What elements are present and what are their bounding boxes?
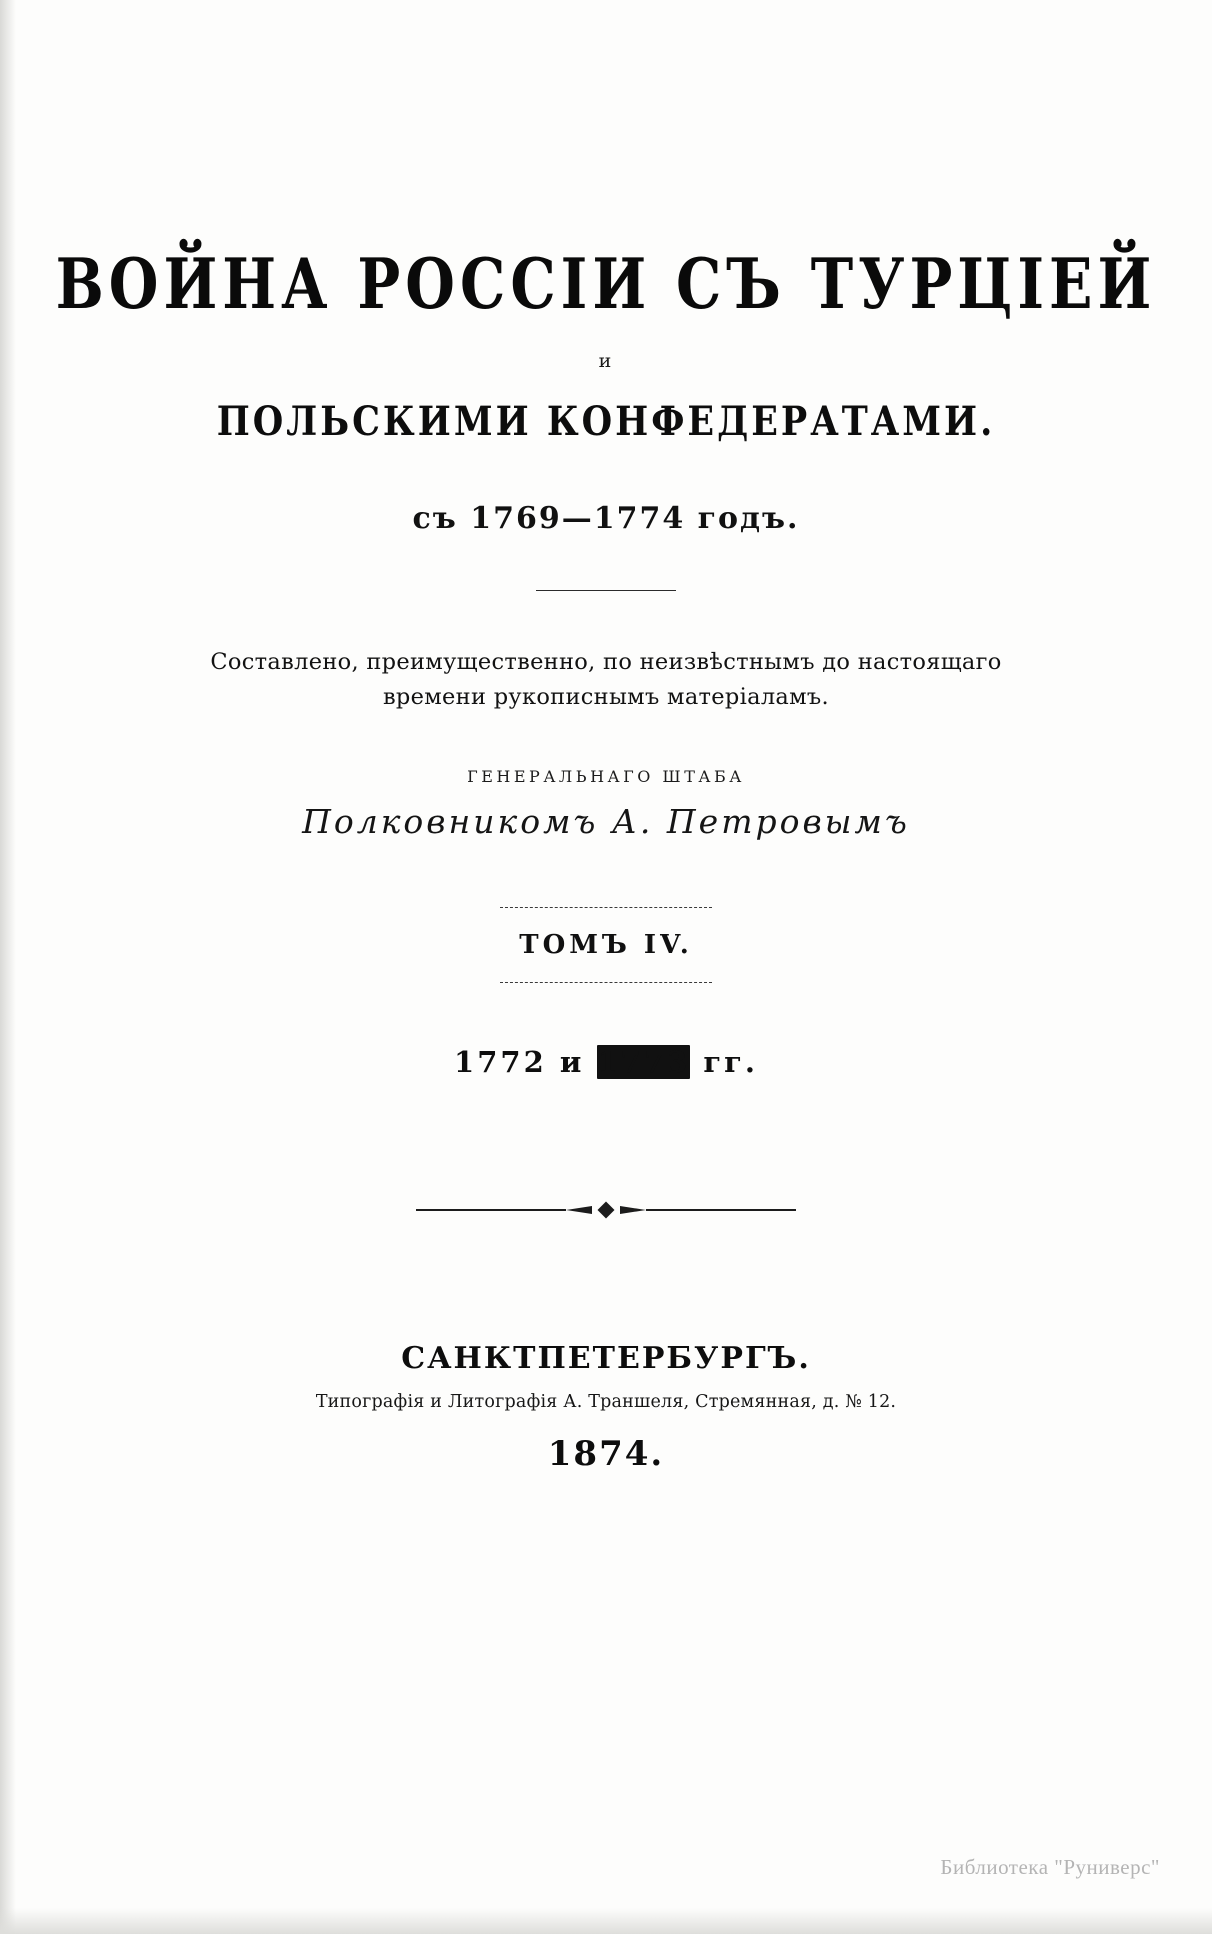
divider-dashed-top (0, 907, 1212, 908)
credit-line-1: Составлено, преимущественно, по неизвѣстнымъ до настоящаго (210, 648, 1002, 675)
period-prefix: 1772 (454, 1044, 547, 1079)
volume-period (0, 1045, 1212, 1079)
ornament-tip-right (620, 1206, 646, 1214)
author-name: Полковникомъ А. Петровымъ (302, 801, 910, 841)
page-subtitle: ПОЛЬСКИМИ КОНФЕДЕРАТАМИ. (216, 397, 996, 446)
divider-dashed-bottom (0, 982, 1212, 983)
ornament-divider-icon (416, 1201, 796, 1219)
ornament-tip-left (566, 1206, 592, 1214)
ornament-bar-right (646, 1209, 796, 1211)
library-watermark: Библиотека "Руниверс" (940, 1855, 1160, 1879)
credit-block (166, 645, 1046, 715)
period-suffix: гг. (703, 1044, 758, 1079)
volume-label: ТОМЪ IV. (519, 929, 693, 960)
title-years-range: съ 1769—1774 годъ. (412, 500, 800, 536)
dashed-rule (500, 907, 712, 908)
printer-imprint: Типографiя и Литографiя А. Траншеля, Стремянная, д. № 12. (315, 1391, 897, 1412)
author-affiliation: ГЕНЕРАЛЬНАГО ШТАБА (467, 766, 745, 786)
period-blot-year: 1773 (597, 1044, 691, 1079)
divider-rule (536, 590, 676, 591)
dashed-rule (500, 982, 712, 983)
ornament-bar-left (416, 1209, 566, 1211)
publication-year: 1874. (547, 1433, 665, 1474)
title-conjunction: и (598, 349, 614, 372)
scan-edge-bottom (0, 1908, 1212, 1934)
credit-line-2: времени рукописнымъ матерiаламъ. (382, 683, 830, 710)
period-infix: и (559, 1044, 585, 1079)
publication-city: САНКТПЕТЕРБУРГЪ. (401, 1340, 811, 1376)
ornament-diamond (598, 1201, 615, 1218)
page-title: ВОЙНА РОССIИ СЪ ТУРЦIЕЙ (55, 243, 1157, 325)
